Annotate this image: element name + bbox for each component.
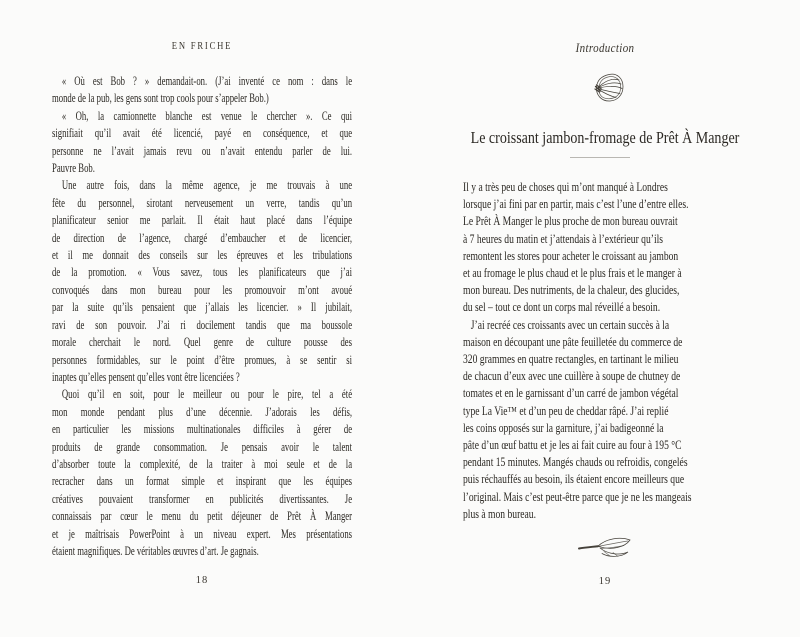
text-line: et il me donnait des conseils sur les épreuves et les tribulations [52,248,353,263]
text-line: mon bureau. Des nutriments, de la chaleur, des glucides, [463,283,680,298]
paragraph [52,108,352,178]
text-line: de direction de l’agence, chargé d’embaucher et de licencier, [52,230,353,245]
text-line: à 7 heures du matin et j’attendais à l’extérieur qu’ils [463,231,664,246]
text-line: 320 grammes en quatre rectangles, en tartinant le milieu [463,352,679,367]
page-number-left: 18 [195,575,209,586]
text-line: l’original. Mais c’est peut-être parce que je ne les mangeais [463,489,692,504]
text-line: de chacun d’eux avec une cuillère à soupe de chutney de [463,369,681,384]
text-line: mon monde pendant plus d’une décennie. J’adorais les défis, [52,404,353,419]
text-line: ravi de son pouvoir. J’ai ri docilement tandis que ma boussole [52,317,353,332]
text-line: et je maîtrisais PowerPoint à un niveau expert. Mes présentations [52,526,353,541]
text-line: Il y a très peu de choses qui m’ont manqué à Londres [463,180,668,194]
text-line: Quoi qu’il en soit, pour le meilleur ou pour le pire, tel a été [61,387,353,402]
text-line: en particulier les missions multinationales difficiles à gérer de [52,422,353,437]
text-line: personne ne l’avait jamais revu ou n’avait entendu parler de lui. [52,143,353,158]
fig-scribble-icon [592,71,626,105]
paragraph [52,73,352,108]
text-line: inaptes qu’elles pensent qu’elles vont être licenciées ? [52,369,240,384]
text-line: du sel – tout ce dont un corps mal réveillé a besoin. [463,300,661,315]
leaf-sketch-ornament [577,535,639,563]
text-line: Une autre fois, dans la même agence, je me trouvais à une [61,178,353,193]
text-line: convoqués dans mon bureau pour les promouvoir m’ont avoué [52,282,353,297]
text-line: maison en découpant une pâte feuilletée du commerce de [463,334,683,349]
paragraph [52,177,352,386]
text-line: et au fromage le plus chaud et le plus frais et le manger à [463,266,682,281]
text-line: monde de la pub, les gens sont trop cools pour s’appeler Bob.) [52,91,269,106]
text-line: lorsque j’ai fini par en partir, mais c’est l’une d’entre elles. [463,197,689,212]
running-head-left: EN FRICHE [171,41,233,52]
text-line: produits de grande consommation. Je pensais avoir le talent [52,439,353,454]
paragraph [52,386,352,560]
text-line: personnes formidables, sur le point d’être promues, à se sentir si [52,352,353,367]
text-line: planificateur senior me parlait. Il était haut placé dans l’équipe [52,213,353,228]
text-line: pendant 15 minutes. Mangés chauds ou refroidis, congelés [463,455,688,470]
text-line: pâte d’un œuf battu et je les ai fait cuire au four à 195 °C [463,438,682,453]
text-line: Le Prêt À Manger le plus proche de mon bureau ouvrait [463,214,678,229]
text-line: Pauvre Bob. [52,161,95,176]
text-line: puis réchauffés au besoin, ils étaient encore meilleurs que [463,472,685,487]
text-line: « Oh, la camionnette blanche est venue le chercher ». Ce qui [61,108,353,123]
text-line: plus à mon bureau. [463,506,536,521]
paragraph [463,179,747,317]
fig-scribble-ornament [592,71,626,105]
left-page-body [52,73,352,560]
text-line: tomates et en le garnissant d’un carré de jambon végétal [463,386,679,401]
leaf-sketch-icon [577,535,639,563]
text-line: créatives pouvaient transformer en publicités divertissantes. Je [52,491,353,506]
right-page-body [463,179,747,523]
text-line: d’absorber toute la complexité, de la traiter à moi seule et de la [52,456,353,471]
text-line: J’ai recréé ces croissants avec un certain succès à la [470,317,670,332]
page-right [400,0,800,637]
text-line: morale cherchait le nord. Quel genre de culture pousse des [52,335,353,350]
text-line: de la promotion. « Vous savez, tous les planificateurs que j’ai [52,265,353,280]
chapter-title: Le croissant jambon-fromage de Prêt À Manger [470,128,740,147]
text-line: connaissais par cœur le menu du petit déjeuner de Prêt À Manger [52,509,353,524]
page-number-right: 19 [598,576,612,587]
title-rule [570,157,630,158]
text-line: par la suite qu’ils pensaient que j’allais les licencier. » Il jubilait, [52,300,353,315]
text-line: remontent les stores pour acheter le croissant au jambon [463,248,679,263]
text-line: les coins opposés sur la garniture, j’ai badigeonné la [463,420,664,435]
text-line: fête du personnel, sirotant nerveusement un verre, tandis qu’un [52,195,353,210]
text-line: signifiait qu’il avait été licencié, payé en conséquence, et que [52,126,353,141]
text-line: recracher dans un format simple et inspirant que les équipes [52,474,353,489]
text-line: type La Vie™ et d’un peu de cheddar râpé. J’ai replié [463,403,669,418]
paragraph [463,317,747,523]
text-line: « Où est Bob ? » demandait-on. (J’ai inventé ce nom : dans le [61,74,353,88]
running-head-right: Introduction [575,41,635,55]
text-line: étaient magnifiques. De véritables œuvres d’art. Je gagnais. [52,543,259,558]
